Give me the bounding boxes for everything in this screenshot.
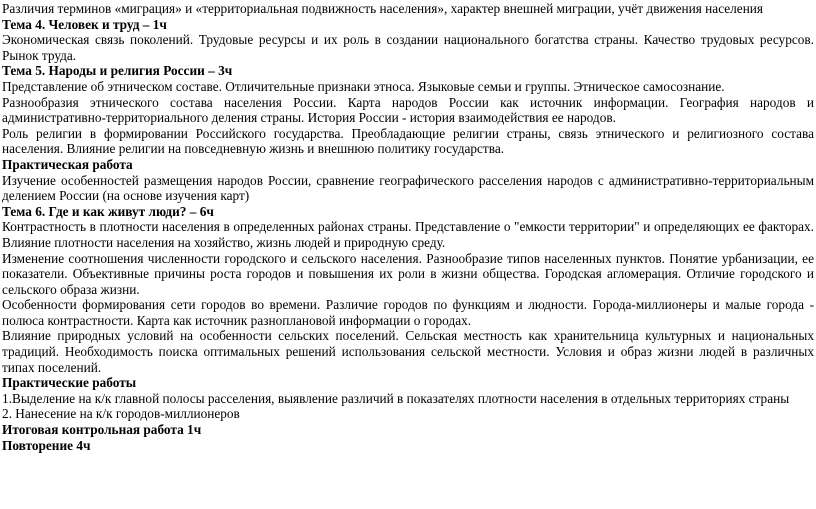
paragraph-religion-role: Роль религии в формировании Российского государства. Преобладающие религии страны, связь этнического и религиозного состава населения. Влияние религии на повседневную жизнь и внешнюю политику государства. <box>2 125 814 157</box>
paragraph-practical-task-2: 2. Нанесение на к/к городов-миллионеров <box>2 406 240 422</box>
paragraph-rural-settlements: Влияние природных условий на особенности сельских поселений. Сельская местность как хранительница культурных и национальных традиций. Необходимость поиска оптимальных решений использования сельской местности. Условия и образ жизни людей в различных типах поселений. <box>2 328 814 375</box>
paragraph-practical-task: Изучение особенностей размещения народов России, сравнение географического расселения народов с административно-территориальным делением России (на основе изучения карт) <box>2 172 814 204</box>
heading-topic-6: Тема 6. Где и как живут люди? – 6ч <box>2 203 214 219</box>
paragraph-city-network: Особенности формирования сети городов во времени. Различие городов по функциям и людности. Города-миллионеры и малые города - полюса контрастности. Карта как источник разноплановой информации о городах. <box>2 297 814 328</box>
heading-topic-4: Тема 4. Человек и труд – 1ч <box>2 16 167 32</box>
paragraph-population-density: Контрастность в плотности населения в определенных районах страны. Представление о "емкости территории" и определяющих ее факторах. Влияние плотности населения на хозяйство, жизнь людей и природную среду. <box>2 219 814 250</box>
heading-practical-work: Практическая работа <box>2 156 133 172</box>
paragraph-migration-terms: Различия терминов «миграция» и «территориальная подвижность населения», характер внешней миграции, учёт движения населения <box>2 1 764 16</box>
paragraph-ethnic-composition: Представление об этническом составе. Отличительные признаки этноса. Языковые семьи и группы. Этническое самосознание. <box>2 78 725 94</box>
paragraph-ethnic-diversity: Разнообразия этнического состава населения России. Карта народов России как источник информации. География народов и административно-территориального деления страны. История России - история взаимодействия ее народов. <box>2 94 814 126</box>
heading-practical-works: Практические работы <box>2 375 137 391</box>
heading-revision: Повторение 4ч <box>2 437 91 453</box>
paragraph-practical-task-1: 1.Выделение на к/к главной полосы расселения, выявление различий в показателях плотности населения в отдельных территориях страны <box>2 390 790 406</box>
paragraph-urbanization: Изменение соотношения численности городского и сельского населения. Разнообразие типов населенных пунктов. Понятие урбанизации, ее показатели. Объективные причины роста городов и повышения их роли в жизни общества. Городская агломерация. Отличие городского и сельского образа жизни. <box>2 250 814 297</box>
heading-topic-5: Тема 5. Народы и религия России – 3ч <box>2 63 233 79</box>
heading-final-test: Итоговая контрольная работа 1ч <box>2 422 202 438</box>
paragraph-labor-resources: Экономическая связь поколений. Трудовые ресурсы и их роль в создании национального богатства страны. Качество трудовых ресурсов. Рынок труда. <box>2 32 814 63</box>
